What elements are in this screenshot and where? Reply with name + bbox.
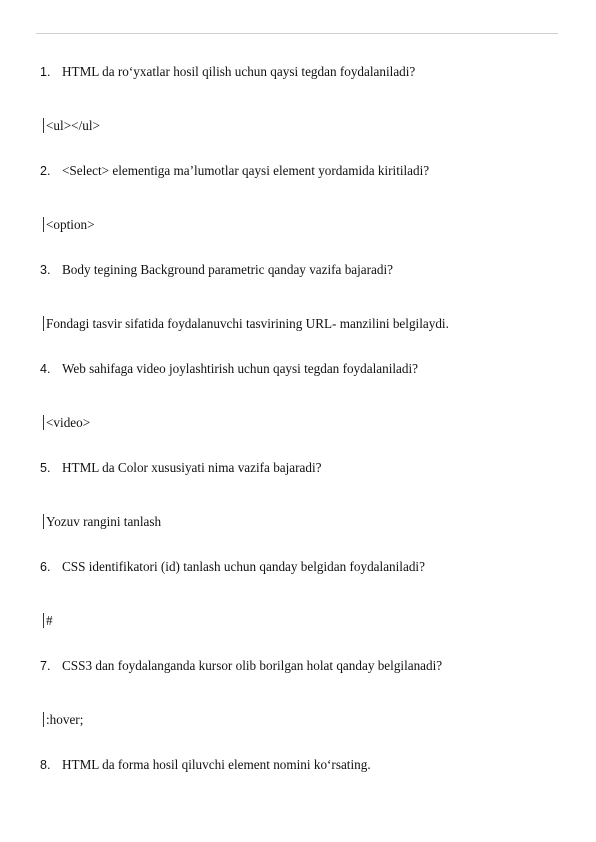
question-text: HTML da forma hosil qiluvchi element nomini ko‘rsating. — [62, 757, 371, 772]
answer-6 — [43, 613, 53, 629]
answer-text: :hover; — [46, 712, 84, 727]
answer-marker — [43, 712, 44, 727]
answer-2 — [43, 217, 95, 233]
question-6 — [40, 559, 425, 575]
answer-marker — [43, 613, 44, 628]
answer-4 — [43, 415, 90, 431]
question-2 — [40, 163, 429, 179]
question-text: Body tegining Background parametric qanday vazifa bajaradi? — [62, 262, 394, 277]
answer-text: <ul></ul> — [46, 118, 100, 133]
question-3 — [40, 262, 393, 278]
question-text: CSS identifikatori (id) tanlash uchun qanday belgidan foydalaniladi? — [62, 559, 425, 574]
question-number: 2. — [40, 164, 51, 178]
answer-marker — [43, 415, 44, 430]
question-number: 3. — [40, 263, 51, 277]
answer-marker — [43, 118, 44, 133]
question-text: HTML da ro‘yxatlar hosil qilish uchun qaysi tegdan foydalaniladi? — [62, 64, 416, 79]
answer-text: # — [46, 613, 53, 628]
answer-1 — [43, 118, 100, 134]
question-text: <Select> elementiga ma’lumotlar qaysi element yordamida kiritiladi? — [62, 163, 430, 178]
answer-text: <video> — [46, 415, 91, 430]
question-number: 5. — [40, 461, 51, 475]
answer-text: Fondagi tasvir sifatida foydalanuvchi tasvirining URL- manzilini belgilaydi. — [46, 316, 449, 331]
question-text: CSS3 dan foydalanganda kursor olib borilgan holat qanday belgilanadi? — [62, 658, 443, 673]
question-number: 4. — [40, 362, 51, 376]
answer-text: Yozuv rangini tanlash — [46, 514, 162, 529]
question-7 — [40, 658, 442, 674]
question-5 — [40, 460, 322, 476]
answer-3 — [43, 316, 449, 332]
answer-marker — [43, 514, 44, 529]
question-number: 6. — [40, 560, 51, 574]
question-4 — [40, 361, 418, 377]
answer-marker — [43, 217, 44, 232]
answer-5 — [43, 514, 161, 530]
question-1 — [40, 64, 415, 80]
question-8 — [40, 757, 371, 773]
question-number: 8. — [40, 758, 51, 772]
question-text: HTML da Color xususiyati nima vazifa bajaradi? — [62, 460, 322, 475]
answer-text: <option> — [46, 217, 95, 232]
answer-7 — [43, 712, 83, 728]
question-text: Web sahifaga video joylashtirish uchun qaysi tegdan foydalaniladi? — [62, 361, 418, 376]
question-number: 7. — [40, 659, 51, 673]
question-number: 1. — [40, 65, 51, 79]
top-divider — [36, 33, 558, 34]
answer-marker — [43, 316, 44, 331]
